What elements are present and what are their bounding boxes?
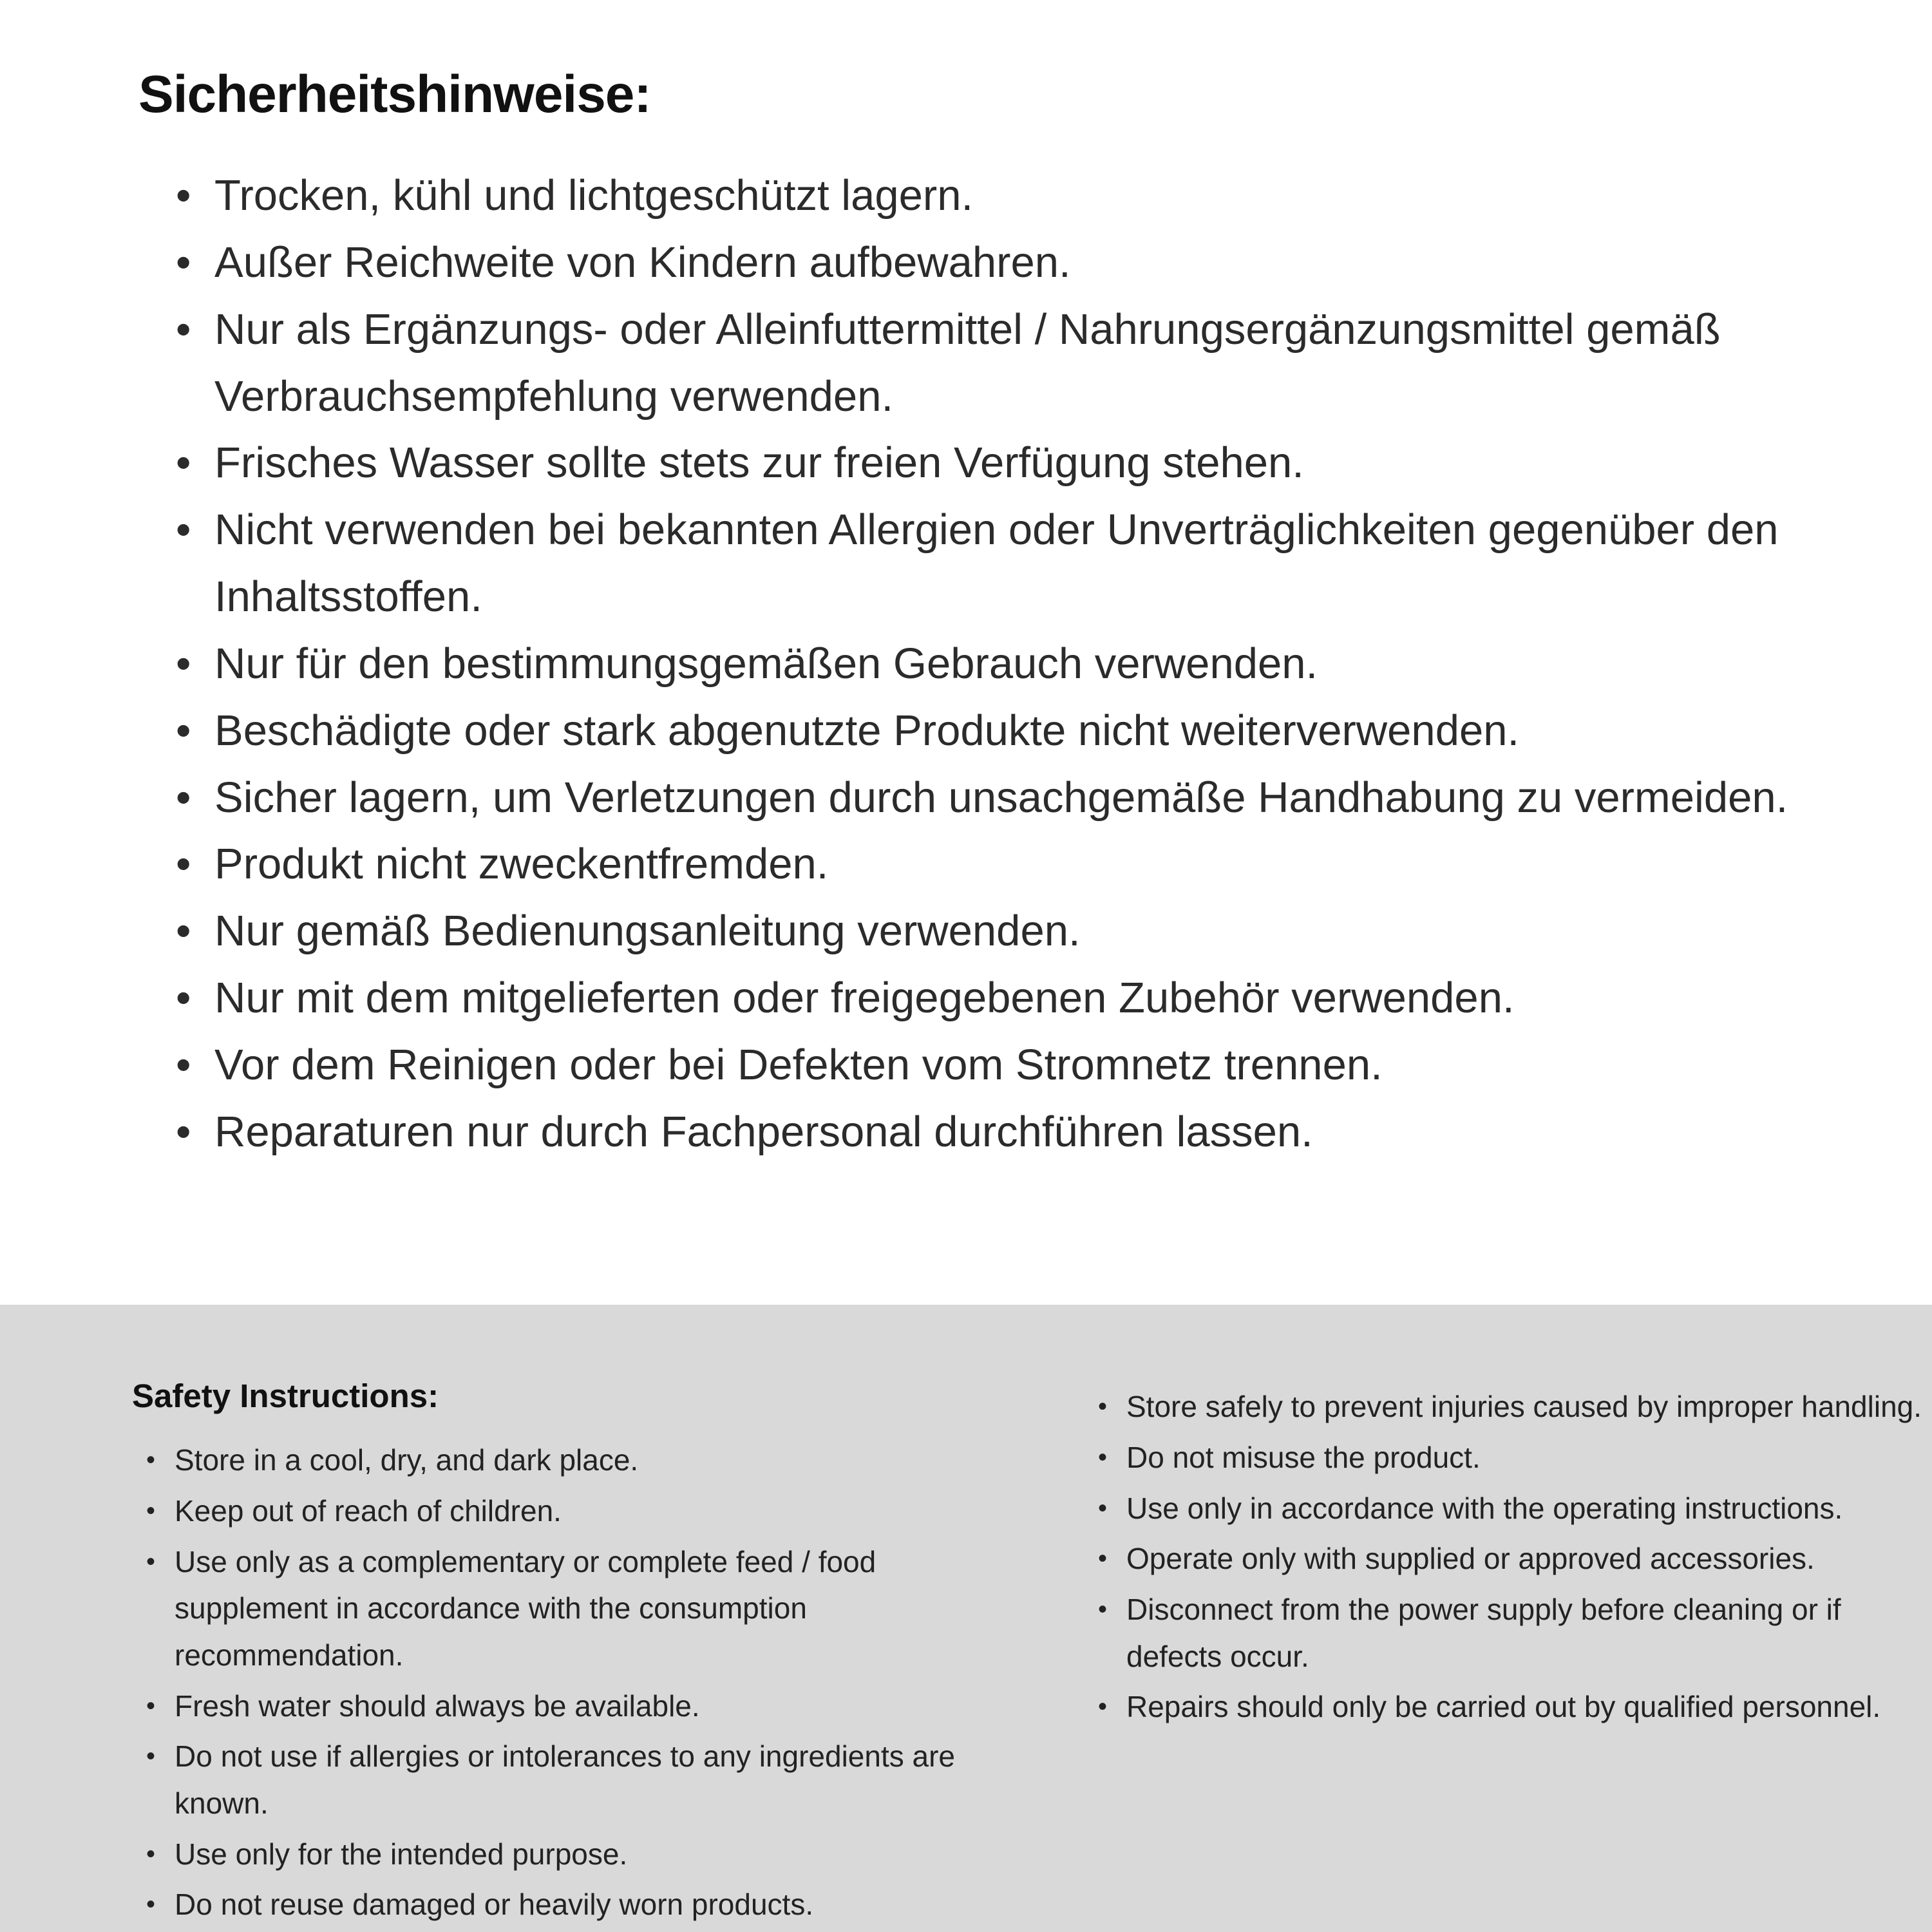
english-right-column: [1098, 1377, 1922, 1932]
english-safety-item: • Repairs should only be carried out by qualified personnel.: [1098, 1683, 1922, 1730]
german-safety-item: • Nur als Ergänzungs- oder Alleinfuttermittel / Nahrungsergänzungsmittel gemäß Verbrauchsempfehlung verwenden.: [176, 296, 1837, 430]
german-safety-item: • Reparaturen nur durch Fachpersonal durchführen lassen.: [176, 1099, 1837, 1166]
english-safety-item: • Use only in accordance with the operating instructions.: [1098, 1485, 1922, 1532]
english-safety-item: • Keep out of reach of children.: [146, 1488, 1014, 1535]
english-safety-list-left: [146, 1437, 1014, 1928]
english-safety-item: • Use only as a complementary or complete feed / food supplement in accordance with the consumption recommendation.: [146, 1539, 1014, 1679]
english-safety-item: • Disconnect from the power supply before cleaning or if defects occur.: [1098, 1586, 1922, 1680]
english-safety-item: • Do not reuse damaged or heavily worn products.: [146, 1881, 1014, 1928]
english-left-column: [132, 1377, 1014, 1932]
german-safety-item: • Außer Reichweite von Kindern aufbewahren.: [176, 229, 1837, 296]
german-safety-item: • Nur für den bestimmungsgemäßen Gebrauch verwenden.: [176, 630, 1837, 697]
german-safety-item: • Nicht verwenden bei bekannten Allergien oder Unverträglichkeiten gegenüber den Inhaltsstoffen.: [176, 497, 1837, 630]
german-safety-item: • Vor dem Reinigen oder bei Defekten vom Stromnetz trennen.: [176, 1032, 1837, 1099]
german-safety-item: • Trocken, kühl und lichtgeschützt lagern.: [176, 162, 1837, 229]
english-safety-item: • Store safely to prevent injuries caused by improper handling.: [1098, 1383, 1922, 1430]
german-safety-item: • Produkt nicht zweckentfremden.: [176, 831, 1837, 898]
english-safety-item: • Use only for the intended purpose.: [146, 1831, 1014, 1878]
german-safety-list: [176, 162, 1837, 1166]
english-safety-list-right: [1098, 1383, 1922, 1730]
german-safety-item: • Sicher lagern, um Verletzungen durch unsachgemäße Handhabung zu vermeiden.: [176, 764, 1837, 831]
german-heading: Sicherheitshinweise:: [138, 65, 651, 124]
german-safety-item: • Nur mit dem mitgelieferten oder freigegebenen Zubehör verwenden.: [176, 965, 1837, 1032]
english-safety-item: • Operate only with supplied or approved accessories.: [1098, 1535, 1922, 1582]
english-safety-item: • Store in a cool, dry, and dark place.: [146, 1437, 1014, 1484]
english-safety-item: • Do not misuse the product.: [1098, 1434, 1922, 1481]
english-safety-section: [0, 1305, 1932, 1932]
english-safety-item: • Do not use if allergies or intolerances to any ingredients are known.: [146, 1733, 1014, 1826]
english-heading: Safety Instructions:: [132, 1378, 439, 1415]
german-safety-item: • Beschädigte oder stark abgenutzte Produkte nicht weiterverwenden.: [176, 697, 1837, 764]
german-safety-item: • Nur gemäß Bedienungsanleitung verwenden.: [176, 898, 1837, 965]
german-safety-item: • Frisches Wasser sollte stets zur freien Verfügung stehen.: [176, 430, 1837, 497]
english-safety-item: • Fresh water should always be available.: [146, 1683, 1014, 1730]
